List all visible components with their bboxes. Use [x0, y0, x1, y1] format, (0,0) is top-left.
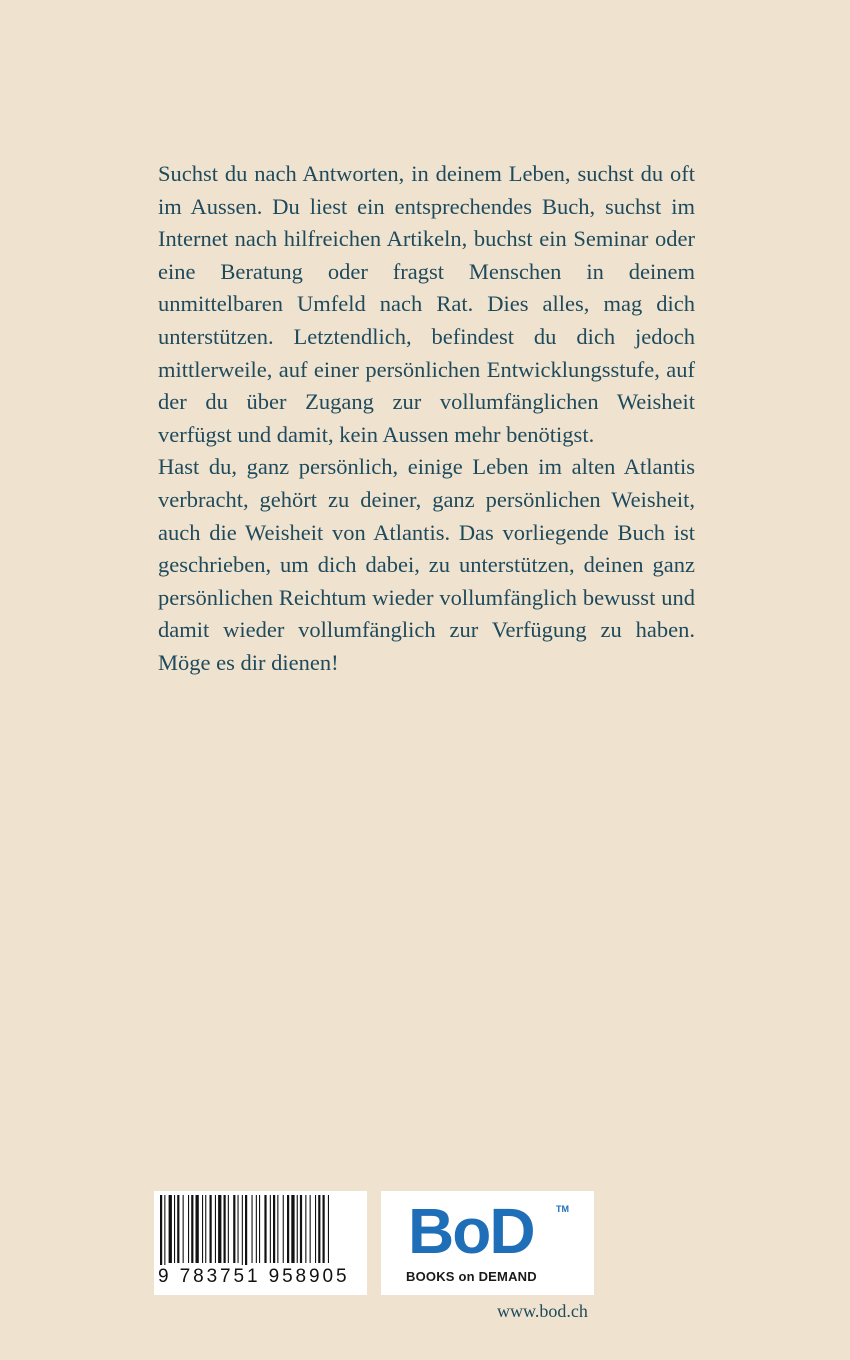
barcode-bar [310, 1195, 311, 1263]
barcode-bar [291, 1195, 294, 1263]
publisher-website: www.bod.ch [497, 1301, 588, 1321]
isbn-barcode [154, 1191, 367, 1295]
publisher-tagline: BOOKS on DEMAND [406, 1269, 537, 1284]
barcode-bar [315, 1195, 316, 1263]
barcode-bar [183, 1195, 184, 1263]
barcode-bar [323, 1195, 325, 1263]
barcode-bar [242, 1195, 243, 1265]
barcode-bar [300, 1195, 302, 1263]
barcode-bar [287, 1195, 289, 1263]
blurb-paragraph-1: Suchst du nach Antworten, in deinem Leben, suchst du oft im Aussen. Du liest ein entsprechendes Buch, suchst im Internet nach hilfreichen Artikeln, buchst ein Seminar oder eine Beratung oder fragst Menschen in deinem unmittelbaren Umfeld nach Rat. Dies alles, mag dich unterstützen. Letztendlich, befindest du dich jedoch mittlerweile, auf einer persönlichen Entwicklungsstufe, auf der du über Zugang zur vollumfänglichen Weisheit verfügst und damit, kein Aussen mehr benötigst. [158, 161, 695, 447]
blurb-paragraph-2: Hast du, ganz persönlich, einige Leben im alten Atlantis verbracht, gehört zu deiner, ganz persönlichen Weisheit, auch die Weisheit von Atlantis. Das vorliegende Buch ist geschrieben, um dich dabei, zu unterstützen, deinen ganz persönlichen Reichtum wieder vollumfänglich bewusst und damit wieder vollumfänglich zur Verfügung zu haben. Möge es dir dienen! [158, 454, 695, 675]
barcode-bar [252, 1195, 253, 1263]
isbn-digits: 9 783751 958905 [158, 1266, 350, 1287]
barcode-bar [256, 1195, 257, 1263]
barcode-bar [164, 1195, 165, 1265]
barcode-bar [169, 1195, 172, 1263]
back-cover-blurb [158, 158, 695, 680]
publisher-logo-box [381, 1191, 594, 1295]
barcode-bars [158, 1195, 363, 1265]
barcode-bar [259, 1195, 260, 1263]
barcode-bar [202, 1195, 203, 1263]
barcode-bar [297, 1195, 298, 1263]
barcode-bar [215, 1195, 216, 1263]
barcode-bar [196, 1195, 199, 1263]
barcode-bar [273, 1195, 275, 1263]
barcode-bar [174, 1195, 175, 1263]
barcode-bar [210, 1195, 212, 1263]
barcode-bar [218, 1195, 221, 1263]
barcode-bar [191, 1195, 193, 1263]
barcode-bar [233, 1195, 235, 1263]
barcode-bar [318, 1195, 320, 1263]
barcode-bar [177, 1195, 179, 1263]
barcode-bar [228, 1195, 229, 1263]
barcode-bar [270, 1195, 271, 1263]
barcode-bar [160, 1195, 162, 1265]
barcode-bar [283, 1195, 284, 1263]
barcode-bar [277, 1195, 278, 1263]
barcode-bar [238, 1195, 239, 1263]
trademark-mark: TM [556, 1204, 569, 1214]
barcode-bar [224, 1195, 226, 1263]
barcode-bar [328, 1195, 329, 1263]
barcode-bar [305, 1195, 306, 1263]
bod-logo: BoD [408, 1195, 534, 1267]
barcode-bar [188, 1195, 189, 1263]
barcode-bar [264, 1195, 266, 1263]
barcode-bar [205, 1195, 206, 1263]
barcode-bar [245, 1195, 247, 1265]
